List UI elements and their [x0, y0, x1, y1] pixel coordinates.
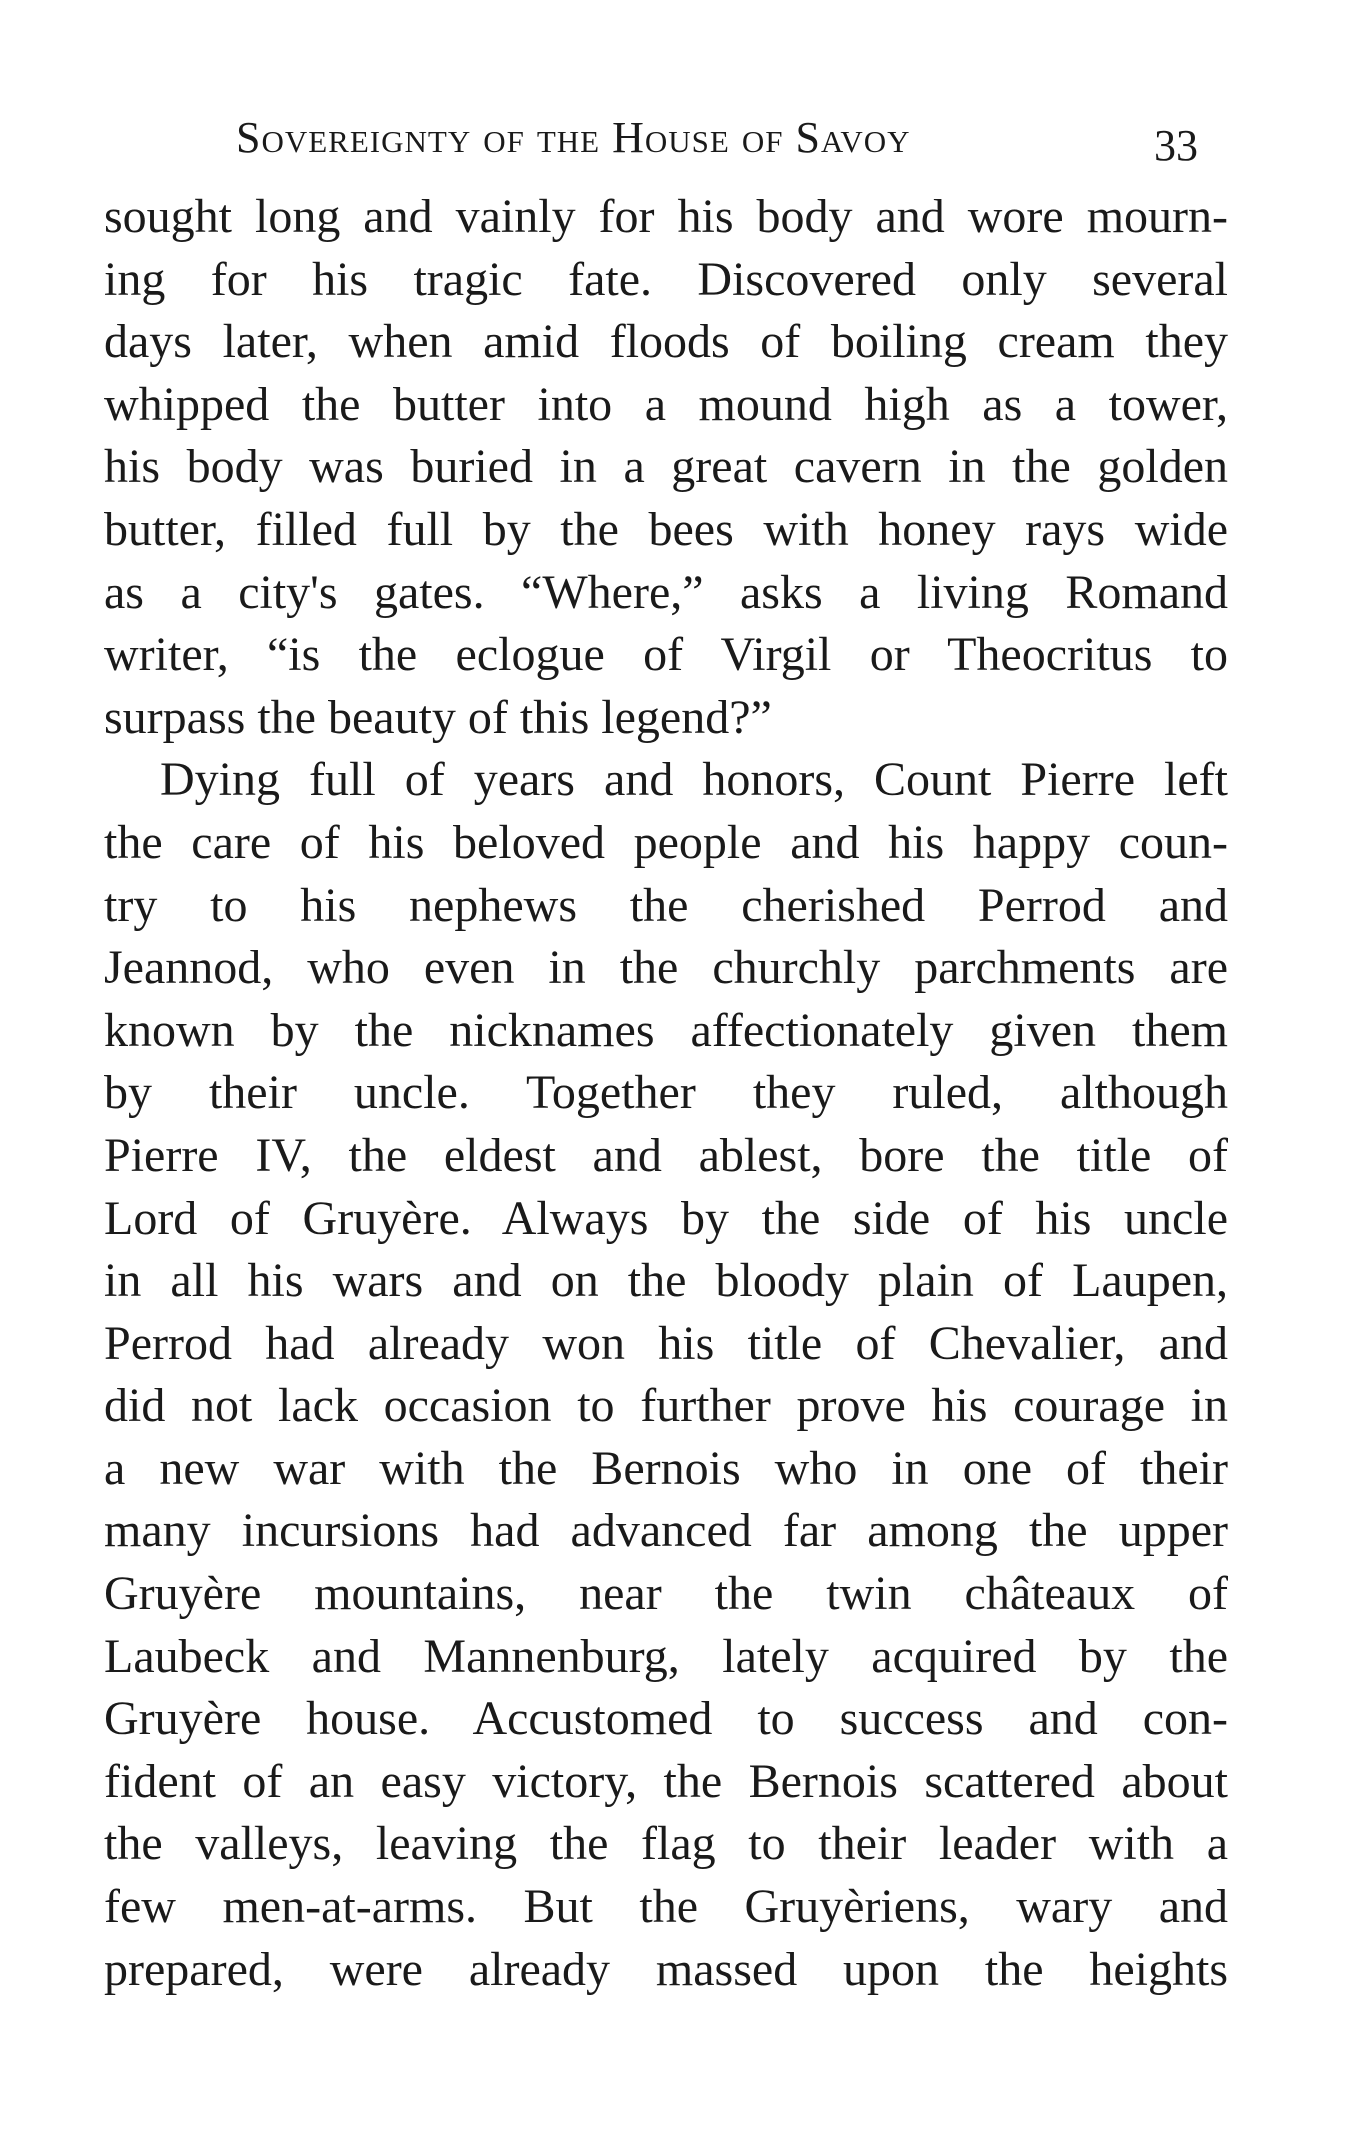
text-line: Lord of Gruyère. Always by the side of his uncle [104, 1191, 1228, 1245]
text-line: writer, “is the eclogue of Virgil or Theocritus to [104, 628, 1228, 682]
running-head: Sovereignty of the House of Savoy [236, 113, 911, 162]
text-line: surpass the beauty of this legend?” [104, 690, 772, 744]
text-line: in all his wars and on the bloody plain of Laupen, [104, 1254, 1228, 1308]
text-line: few men-at-arms. But the Gruyèriens, wary and [104, 1880, 1228, 1934]
text-line: Gruyère house. Accustomed to success and con- [104, 1692, 1228, 1746]
text-line: Perrod had already won his title of Chevalier, and [104, 1316, 1228, 1370]
text-line: butter, filled full by the bees with honey rays wide [104, 502, 1228, 556]
text-line: prepared, were already massed upon the heights [104, 1942, 1228, 1996]
text-line: known by the nicknames affectionately given them [104, 1003, 1228, 1057]
text-line: did not lack occasion to further prove his courage in [104, 1379, 1228, 1433]
text-line: try to his nephews the cherished Perrod and [104, 878, 1228, 932]
text-line: fident of an easy victory, the Bernois scattered about [104, 1754, 1228, 1808]
text-line: Jeannod, who even in the churchly parchments are [104, 941, 1228, 995]
text-line: by their uncle. Together they ruled, although [104, 1066, 1228, 1120]
text-line: days later, when amid floods of boiling cream they [104, 315, 1228, 369]
paragraph-start-line: Dying full of years and honors, Count Pierre left [160, 753, 1228, 807]
text-line: the care of his beloved people and his happy coun- [104, 815, 1228, 869]
body-text [104, 186, 1228, 2001]
text-line: the valleys, leaving the flag to their leader with a [104, 1817, 1228, 1871]
text-line: a new war with the Bernois who in one of their [104, 1441, 1228, 1495]
text-line: his body was buried in a great cavern in the golden [104, 440, 1228, 494]
text-line: Pierre IV, the eldest and ablest, bore the title of [104, 1128, 1228, 1182]
text-line: Gruyère mountains, near the twin châteaux of [104, 1567, 1228, 1621]
text-line: sought long and vainly for his body and wore mourn- [104, 190, 1228, 243]
text-line: ing for his tragic fate. Discovered only several [104, 252, 1228, 306]
text-line: whipped the butter into a mound high as a tower, [104, 377, 1228, 431]
text-line: Laubeck and Mannenburg, lately acquired by the [104, 1629, 1228, 1683]
text-line: as a city's gates. “Where,” asks a living Romand [104, 565, 1228, 619]
text-line: many incursions had advanced far among the upper [104, 1504, 1228, 1558]
page-number: 33 [1154, 121, 1198, 170]
